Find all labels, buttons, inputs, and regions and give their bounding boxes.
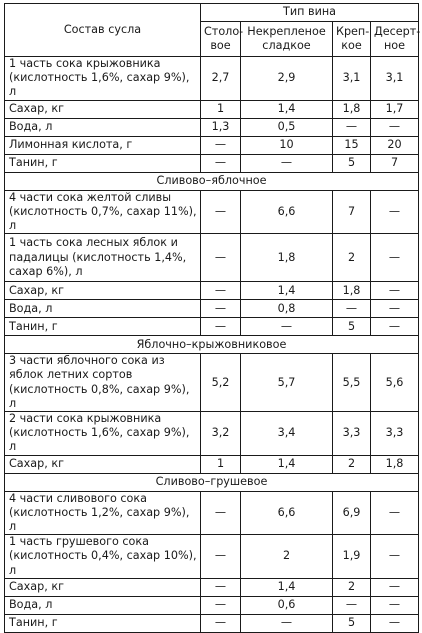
value-cell: 5,2 <box>201 354 241 412</box>
value-cell: 1,4 <box>241 282 333 300</box>
table-row <box>5 300 419 318</box>
value-cell: 3,1 <box>333 57 371 101</box>
value-cell: — <box>201 234 241 282</box>
value-cell: 0,5 <box>241 118 333 136</box>
value-cell: — <box>201 578 241 596</box>
value-cell: 5,6 <box>371 354 419 412</box>
row-label: Сахар, кг <box>5 100 201 118</box>
row-label: Вода, л <box>5 596 201 614</box>
value-cell: — <box>201 535 241 579</box>
value-cell: 5 <box>333 318 371 336</box>
value-cell: — <box>371 318 419 336</box>
wine-type-header: Тип вина <box>201 4 419 22</box>
value-cell: — <box>371 282 419 300</box>
row-label: Танин, г <box>5 154 201 172</box>
value-cell: 1,4 <box>241 455 333 473</box>
value-cell: 3,3 <box>371 412 419 456</box>
value-cell: — <box>371 491 419 535</box>
value-cell: 3,1 <box>371 57 419 101</box>
value-cell: 2,7 <box>201 57 241 101</box>
table-row <box>5 491 419 535</box>
value-cell: — <box>201 596 241 614</box>
table-row <box>5 118 419 136</box>
section-title: Сливово–грушевое <box>5 473 419 491</box>
value-cell: 3,2 <box>201 412 241 456</box>
value-cell: 1,8 <box>241 234 333 282</box>
row-label: Танин, г <box>5 318 201 336</box>
row-label: 4 части сливового сока (кислотность 1,2%, сахар 9%), л <box>5 491 201 535</box>
value-cell: 20 <box>371 136 419 154</box>
type-header-line: Десерт- <box>374 25 421 38</box>
value-cell: 3,3 <box>333 412 371 456</box>
value-cell: 1,4 <box>241 578 333 596</box>
value-cell: — <box>371 190 419 234</box>
value-cell: — <box>241 318 333 336</box>
value-cell: — <box>241 154 333 172</box>
table-row <box>5 354 419 412</box>
wine-recipe-table <box>4 3 419 633</box>
value-cell: 6,9 <box>333 491 371 535</box>
table-row <box>5 455 419 473</box>
value-cell: — <box>201 136 241 154</box>
row-label: Вода, л <box>5 300 201 318</box>
value-cell: 15 <box>333 136 371 154</box>
table-body <box>5 57 419 633</box>
row-label: 1 часть сока лесных яблок и падалицы (кислотность 1,4%, сахар 6%), л <box>5 234 201 282</box>
table-row <box>5 614 419 632</box>
value-cell: 5 <box>333 614 371 632</box>
value-cell: — <box>201 318 241 336</box>
value-cell: — <box>371 614 419 632</box>
value-cell: — <box>371 578 419 596</box>
value-cell: — <box>201 190 241 234</box>
value-cell: 7 <box>371 154 419 172</box>
value-cell: — <box>201 614 241 632</box>
value-cell: 1,8 <box>333 282 371 300</box>
table-row <box>5 154 419 172</box>
value-cell: 1,3 <box>201 118 241 136</box>
type-header-line: Некрепленое <box>247 25 326 38</box>
value-cell: — <box>201 300 241 318</box>
value-cell: 2 <box>333 234 371 282</box>
table-row <box>5 57 419 101</box>
table-row <box>5 596 419 614</box>
value-cell: — <box>371 118 419 136</box>
value-cell: — <box>371 596 419 614</box>
value-cell: 1 <box>201 100 241 118</box>
table-row <box>5 234 419 282</box>
value-cell: 5,5 <box>333 354 371 412</box>
value-cell: — <box>333 118 371 136</box>
value-cell: — <box>201 491 241 535</box>
row-label: Сахар, кг <box>5 455 201 473</box>
type-header-line: сладкое <box>262 39 311 52</box>
value-cell: 2 <box>333 578 371 596</box>
table-row <box>5 535 419 579</box>
table-row <box>5 190 419 234</box>
type-header-unfortified-sweet <box>241 22 333 57</box>
value-cell: 2 <box>333 455 371 473</box>
type-header-line: Креп- <box>336 25 370 38</box>
value-cell: — <box>333 596 371 614</box>
value-cell: 6,6 <box>241 491 333 535</box>
value-cell: 2,9 <box>241 57 333 101</box>
value-cell: 5 <box>333 154 371 172</box>
table-row <box>5 318 419 336</box>
type-header-table <box>201 22 244 57</box>
value-cell: 10 <box>241 136 333 154</box>
value-cell: 7 <box>333 190 371 234</box>
type-header-strong <box>333 22 371 57</box>
value-cell: 1,4 <box>241 100 333 118</box>
row-label: Вода, л <box>5 118 201 136</box>
row-label: Танин, г <box>5 614 201 632</box>
value-cell: 5,7 <box>241 354 333 412</box>
type-header-line: вое <box>210 39 231 52</box>
section-heading-row <box>5 172 419 190</box>
section-title: Яблочно–крыжовниковое <box>5 336 419 354</box>
value-cell: 3,4 <box>241 412 333 456</box>
value-cell: 1,9 <box>333 535 371 579</box>
value-cell: — <box>333 300 371 318</box>
value-cell: — <box>241 614 333 632</box>
row-label: 3 части яблочного сока из яблок летних сортов (кислотность 0,8%, сахар 9%), л <box>5 354 201 412</box>
row-label: Сахар, кг <box>5 282 201 300</box>
row-label: 4 части сока желтой сливы (кислотность 0,7%, сахар 11%), л <box>5 190 201 234</box>
value-cell: 1,8 <box>371 455 419 473</box>
value-cell: 1 <box>201 455 241 473</box>
table-header <box>5 4 419 57</box>
type-header-line: кое <box>341 39 362 52</box>
value-cell: — <box>201 282 241 300</box>
section-title: Сливово–яблочное <box>5 172 419 190</box>
row-label: Сахар, кг <box>5 578 201 596</box>
composition-header: Состав сусла <box>5 4 201 57</box>
value-cell: 1,7 <box>371 100 419 118</box>
type-header-line: Столо- <box>204 25 244 38</box>
row-label: Лимонная кислота, г <box>5 136 201 154</box>
value-cell: — <box>371 535 419 579</box>
table-row <box>5 100 419 118</box>
table-row <box>5 578 419 596</box>
section-heading-row <box>5 336 419 354</box>
header-row-top <box>5 4 419 22</box>
value-cell: 0,8 <box>241 300 333 318</box>
table-row <box>5 282 419 300</box>
value-cell: — <box>201 154 241 172</box>
value-cell: — <box>371 300 419 318</box>
value-cell: 1,8 <box>333 100 371 118</box>
value-cell: 2 <box>241 535 333 579</box>
type-header-dessert <box>371 22 419 57</box>
type-header-line: ное <box>383 39 406 52</box>
value-cell: 6,6 <box>241 190 333 234</box>
section-heading-row <box>5 473 419 491</box>
value-cell: 0,6 <box>241 596 333 614</box>
row-label: 1 часть сока крыжовника (кислотность 1,6%, сахар 9%), л <box>5 57 201 101</box>
row-label: 2 части сока крыжовника (кислотность 1,6%, сахар 9%), л <box>5 412 201 456</box>
table-row <box>5 412 419 456</box>
row-label: 1 часть грушевого сока (кислотность 0,4%, сахар 10%), л <box>5 535 201 579</box>
table-row <box>5 136 419 154</box>
value-cell: — <box>371 234 419 282</box>
